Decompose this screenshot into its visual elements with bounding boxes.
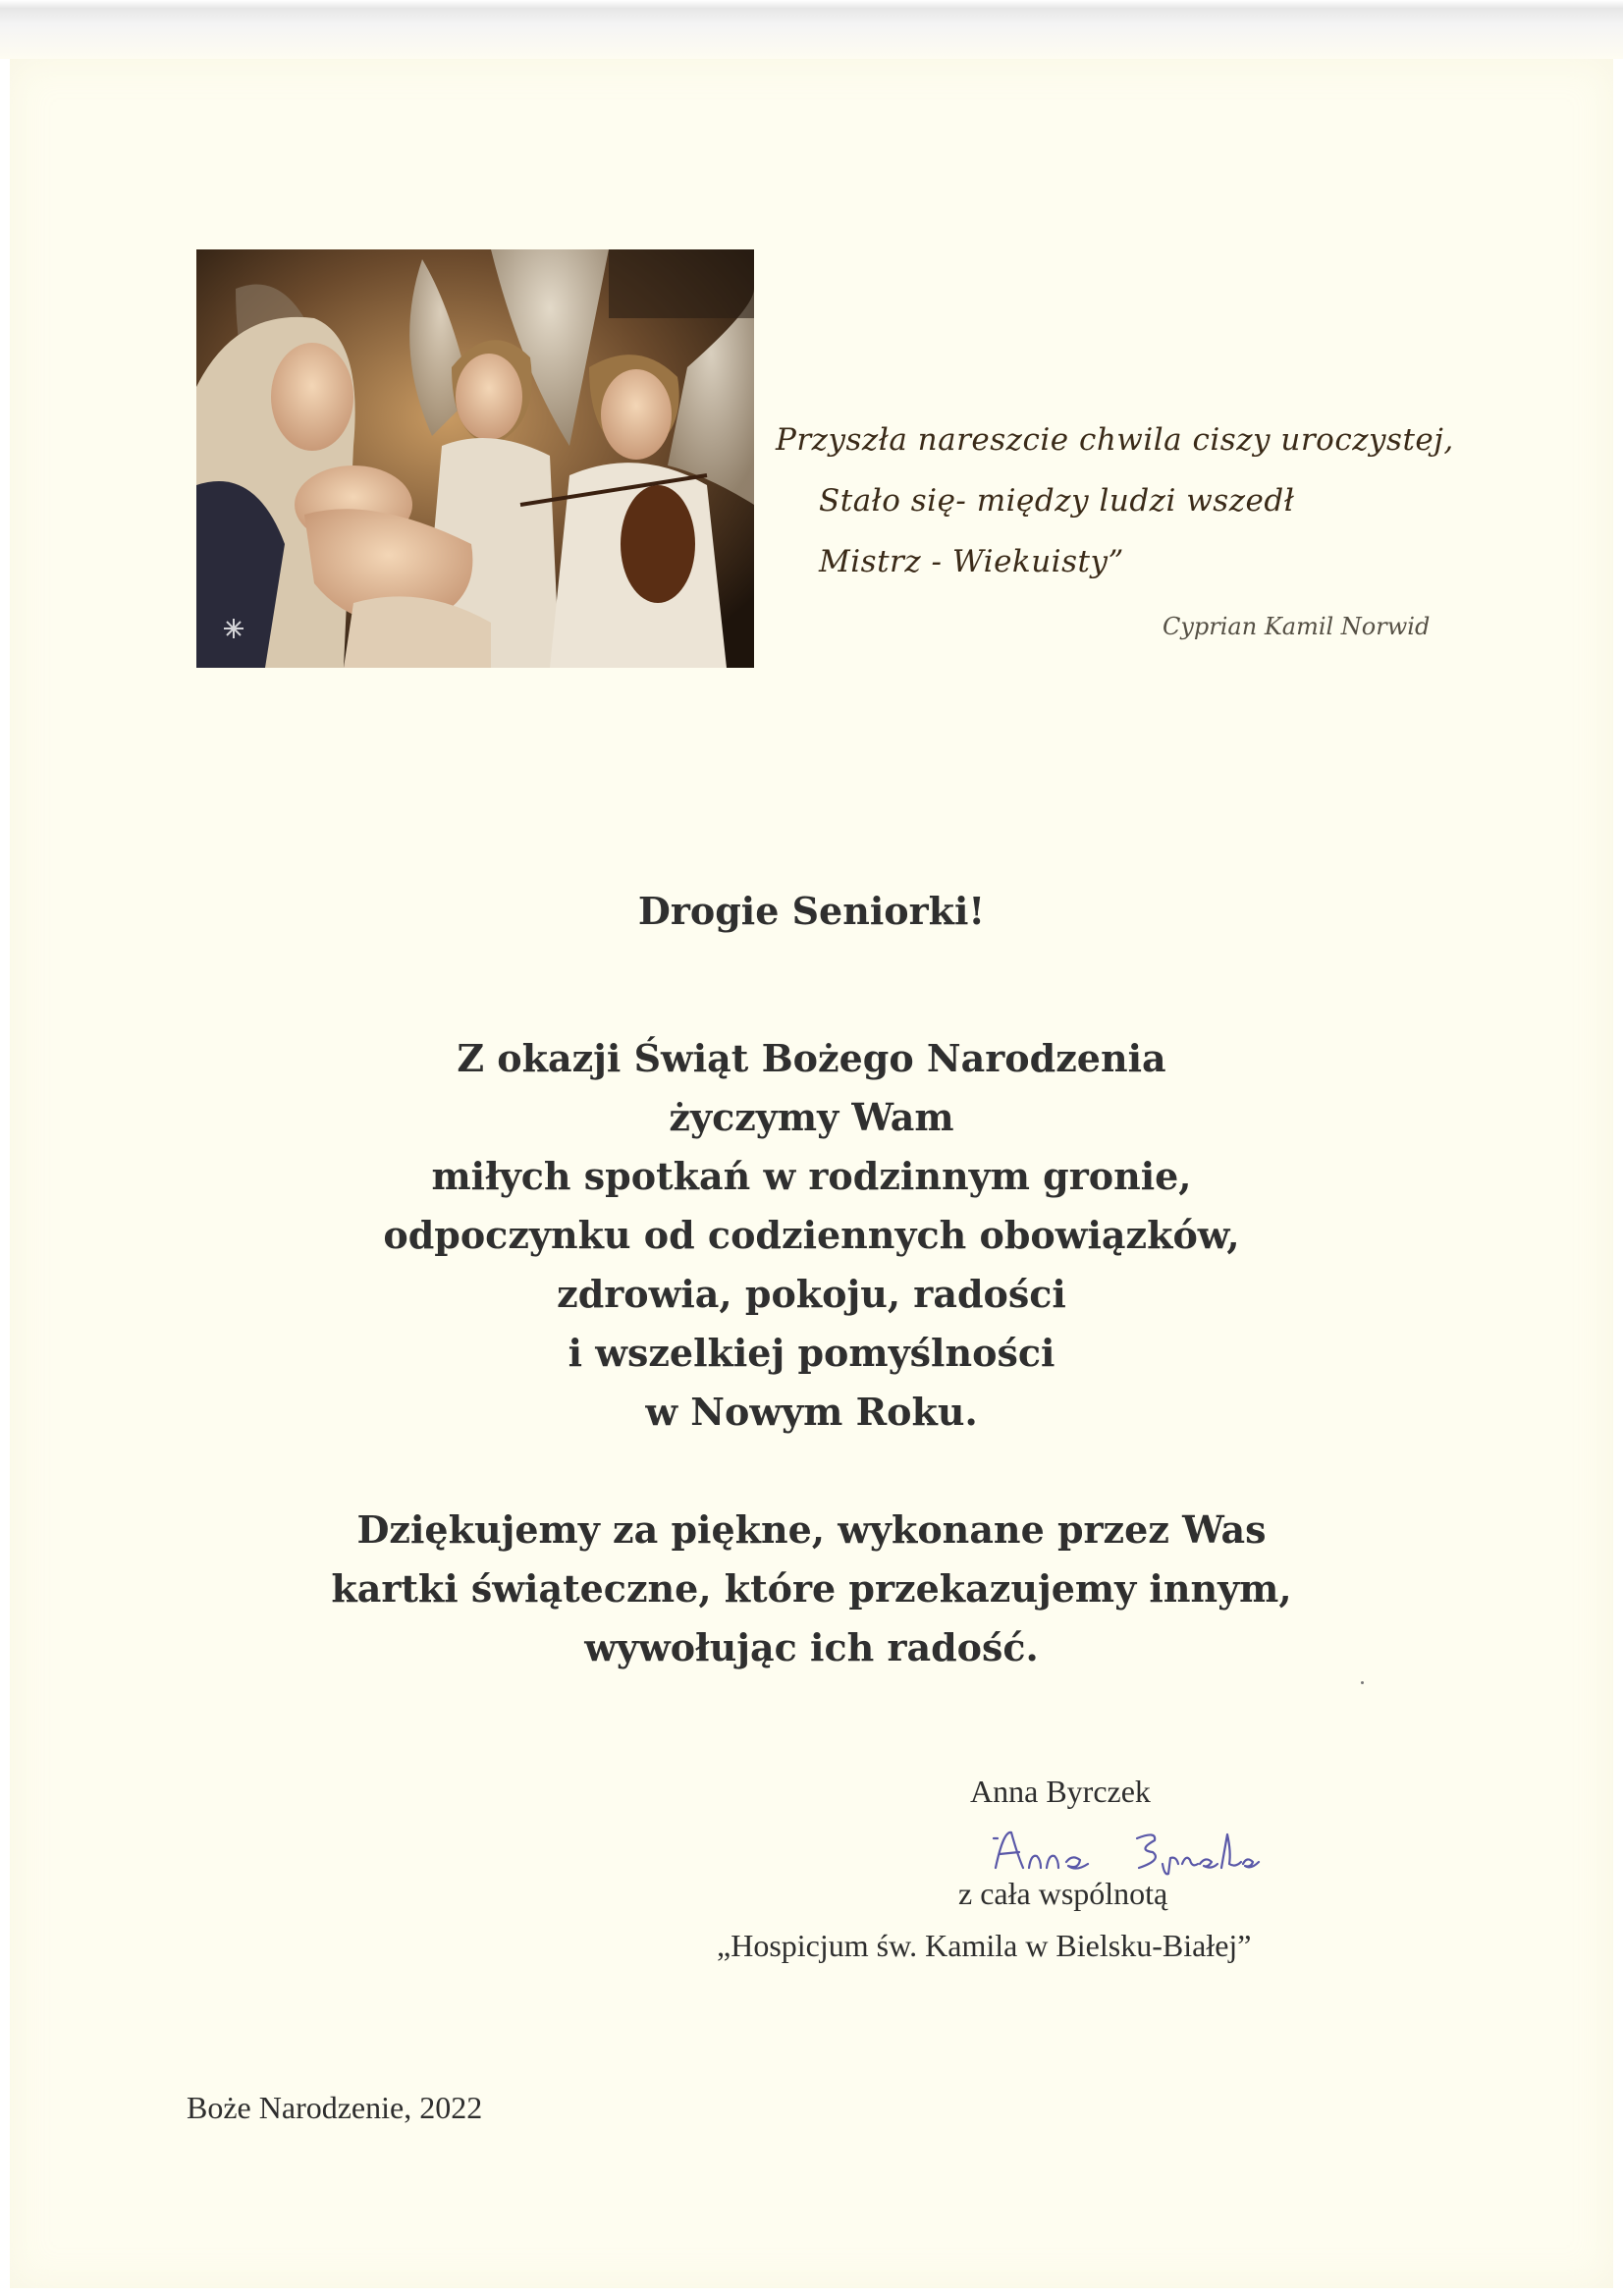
wish-line-7: w Nowym Roku.	[645, 1390, 978, 1434]
wish-line-1: Z okazji Świąt Bożego Narodzenia	[457, 1036, 1166, 1080]
scan-speck	[1361, 1681, 1364, 1684]
salutation: Drogie Seniorki!	[637, 889, 986, 933]
thanks-line-1: Dziękujemy za piękne, wykonane przez Was	[356, 1507, 1267, 1552]
poem-line-1: Przyszła nareszcie chwila ciszy uroczystej,	[776, 422, 1454, 458]
thanks-line-3: wywołując ich radość.	[584, 1625, 1039, 1669]
wish-line-6: i wszelkiej pomyślności	[568, 1331, 1055, 1375]
scan-edge	[0, 0, 1623, 59]
nativity-painting	[196, 249, 754, 668]
handwritten-signature	[990, 1825, 1284, 1880]
poem-line-3: Mistrz - Wiekuisty”	[819, 544, 1124, 579]
thanks-line-2: kartki świąteczne, które przekazujemy innym,	[331, 1566, 1292, 1611]
poem-line-2: Stało się- między ludzi wszedł	[819, 483, 1295, 519]
signer-name: Anna Byrczek	[970, 1774, 1151, 1809]
letter-date: Boże Narodzenie, 2022	[187, 2090, 483, 2125]
organization-name: „Hospicjum św. Kamila w Bielsku-Białej”	[717, 1928, 1252, 1963]
wish-line-4: odpoczynku od codziennych obowiązków,	[383, 1213, 1240, 1257]
poem-author: Cyprian Kamil Norwid	[1163, 613, 1431, 640]
wish-line-3: miłych spotkań w rodzinnym gronie,	[431, 1154, 1192, 1198]
community-line: z cała wspólnotą	[958, 1876, 1168, 1911]
wish-line-2: życzymy Wam	[669, 1095, 954, 1139]
wish-line-5: zdrowia, pokoju, radości	[557, 1272, 1066, 1316]
